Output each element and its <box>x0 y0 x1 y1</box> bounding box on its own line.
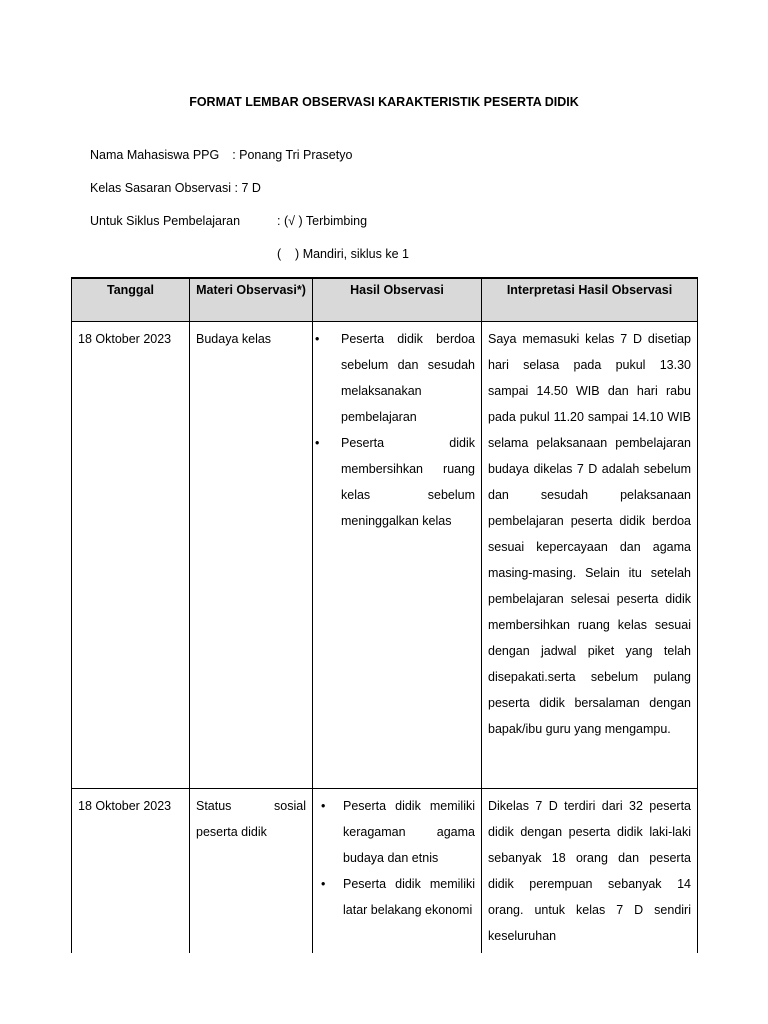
cell-tanggal: 18 Oktober 2023 <box>72 322 190 789</box>
cell-materi: Status sosial peserta didik <box>190 789 313 954</box>
meta-nama-value: : Ponang Tri Prasetyo <box>232 148 353 162</box>
header-materi: Materi Observasi*) <box>190 278 313 322</box>
document-title: FORMAT LEMBAR OBSERVASI KARAKTERISTIK PESERTA DIDIK <box>189 95 579 109</box>
list-item: • Peserta didik memiliki keragaman agama budaya dan etnis <box>319 793 475 871</box>
meta-siklus-label: Untuk Siklus Pembelajaran <box>90 214 241 228</box>
list-item: • Peserta didik memiliki latar belakang ekonomi <box>319 871 475 923</box>
list-item: • Peserta didik berdoa sebelum dan sesudah melaksanakan pembelajaran <box>319 326 475 430</box>
meta-nama-label: Nama Mahasiswa PPG <box>90 148 220 162</box>
cell-hasil <box>313 789 482 954</box>
table-header-row <box>72 278 698 322</box>
list-item: • Peserta didik membersihkan ruang kelas sebelum meninggalkan kelas <box>319 430 475 534</box>
cell-hasil <box>313 322 482 789</box>
meta-kelas <box>90 181 261 195</box>
cell-tanggal: 18 Oktober 2023 <box>72 789 190 954</box>
header-hasil: Hasil Observasi <box>313 278 482 322</box>
cell-materi: Budaya kelas <box>190 322 313 789</box>
meta-kelas-label: Kelas Sasaran Observasi <box>90 181 232 195</box>
meta-siklus-option-terbimbing: : (√ ) Terbimbing <box>277 214 368 228</box>
observation-table <box>71 277 698 953</box>
cell-interpretasi: Dikelas 7 D terdiri dari 32 peserta didik dengan peserta didik laki-laki sebanyak 18 orang dan peserta didik perempuan sebanyak 14 orang. untuk kelas 7 D sendiri keseluruhan <box>482 789 698 954</box>
cell-interpretasi: Saya memasuki kelas 7 D disetiap hari selasa pada pukul 13.30 sampai 14.50 WIB dan hari rabu pada pukul 11.20 sampai 14.10 WIB selama pelaksanaan pembelajaran budaya dikelas 7 D adalah sebelum dan sesudah pelaksanaan pembelajaran peserta didik berdoa sesuai kepercayaan dan agama masing-masing. Selain itu setelah pembelajaran selesai peserta didik membersihkan ruang kelas sesuai dengan jadwal piket yang telah disepakati.serta sebelum pulang peserta didik bersalaman dengan bapak/ibu guru yang mengampu. <box>482 322 698 789</box>
meta-siklus <box>90 214 367 228</box>
meta-nama <box>90 148 352 162</box>
table-row <box>72 789 698 954</box>
table-row <box>72 322 698 789</box>
header-tanggal: Tanggal <box>72 278 190 322</box>
meta-kelas-value: : 7 D <box>234 181 261 195</box>
meta-siklus-option-mandiri: ( ) Mandiri, siklus ke 1 <box>277 247 409 261</box>
header-interpretasi: Interpretasi Hasil Observasi <box>482 278 698 322</box>
